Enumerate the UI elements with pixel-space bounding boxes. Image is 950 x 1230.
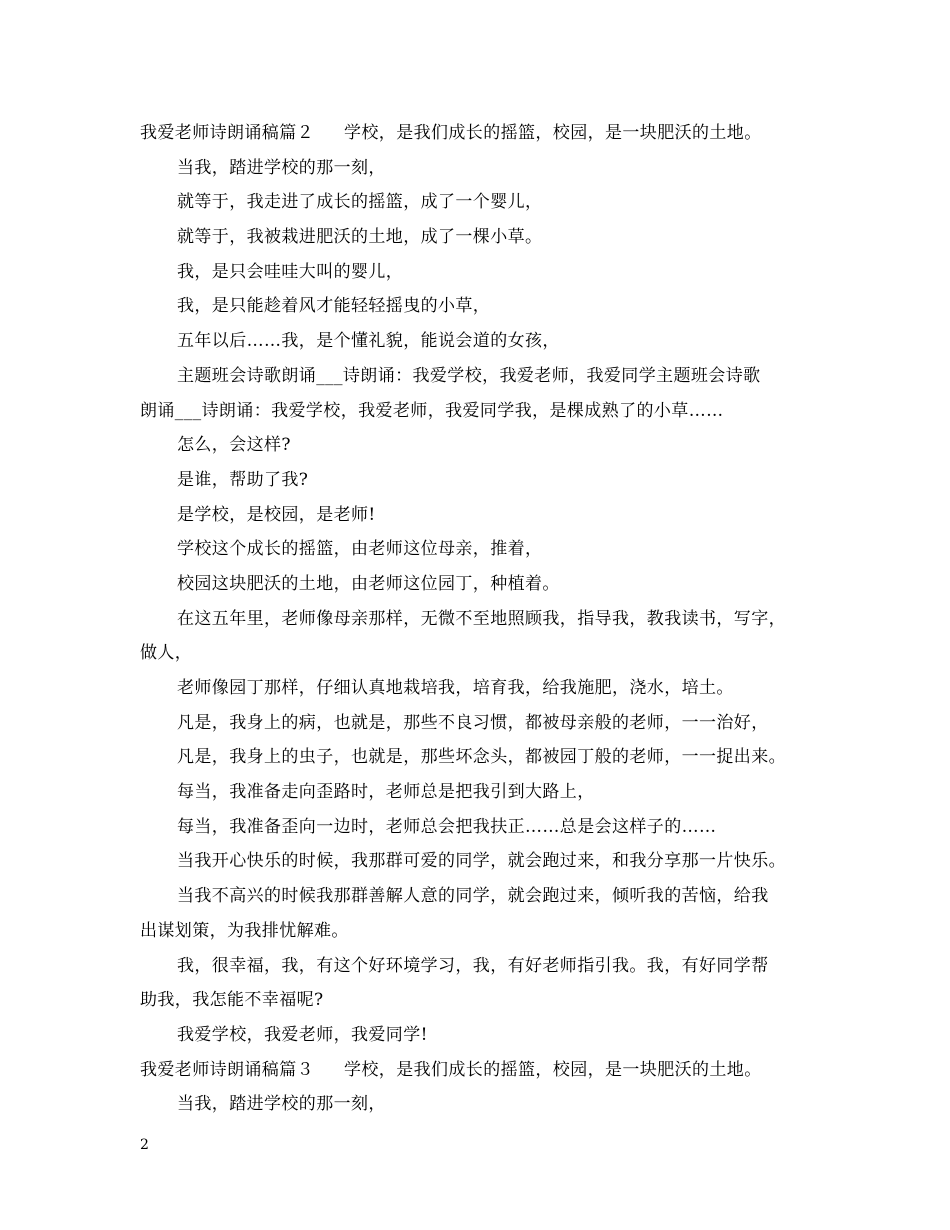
page-number: 2 xyxy=(140,1137,149,1153)
poem-line: 凡是，我身上的虫子，也就是，那些坏念头，都被园丁般的老师，一一捉出来。 xyxy=(177,747,786,768)
poem-line: 当我不高兴的时候我那群善解人意的同学，就会跑过来，倾听我的苦恼，给我 xyxy=(177,886,769,907)
poem-line: 我，是只会哇哇大叫的婴儿， xyxy=(177,261,404,282)
section-heading xyxy=(140,116,820,151)
poem-line: 当我，踏进学校的那一刻， xyxy=(177,157,386,178)
poem-line: 当我开心快乐的时候，我那群可爱的同学，就会跑过来，和我分享那一片快乐。 xyxy=(177,851,786,872)
poem-line: 怎么，会这样? xyxy=(177,435,291,456)
poem-line: 五年以后……我，是个懂礼貌，能说会道的女孩， xyxy=(177,331,560,352)
poem-line: 我，很幸福，我，有这个好环境学习，我，有好老师指引我。我，有好同学帮 xyxy=(177,955,769,976)
poem-line: 在这五年里，老师像母亲那样，无微不至地照顾我，指导我，教我读书，写字， xyxy=(177,608,786,629)
poem-line: 学校这个成长的摇篮，由老师这位母亲，推着， xyxy=(177,539,543,560)
section-heading xyxy=(140,1053,820,1088)
section-title: 我爱老师诗朗诵稿篇２ xyxy=(140,123,314,143)
poem-line-continuation: 助我，我怎能不幸福呢? xyxy=(140,990,324,1011)
section-title: 我爱老师诗朗诵稿篇３ xyxy=(140,1059,314,1080)
poem-body xyxy=(140,116,820,1122)
poem-line: 当我，踏进学校的那一刻， xyxy=(177,1094,386,1115)
poem-line: 是谁，帮助了我? xyxy=(177,469,309,490)
poem-line: 每当，我准备走向歪路时，老师总是把我引到大路上， xyxy=(177,782,595,803)
poem-line-continuation: 朗诵___诗朗诵：我爱学校，我爱老师，我爱同学我，是棵成熟了的小草…… xyxy=(140,400,724,421)
poem-line: 凡是，我身上的病，也就是，那些不良习惯，都被母亲般的老师，一一治好， xyxy=(177,712,769,733)
poem-line: 主题班会诗歌朗诵___诗朗诵：我爱学校，我爱老师，我爱同学主题班会诗歌 xyxy=(177,365,761,386)
poem-line: 我，是只能趁着风才能轻轻摇曳的小草， xyxy=(177,296,491,317)
section-first-line: 学校，是我们成长的摇篮，校园，是一块肥沃的土地。 xyxy=(344,1059,762,1080)
poem-line-continuation: 出谋划策，为我排忧解难。 xyxy=(140,920,349,941)
poem-closing-line: 我爱学校，我爱老师，我爱同学! xyxy=(177,1024,428,1045)
poem-line: 校园这块肥沃的土地，由老师这位园丁，种植着。 xyxy=(177,573,560,594)
poem-line: 就等于，我被栽进肥沃的土地，成了一棵小草。 xyxy=(177,227,543,248)
poem-line: 就等于，我走进了成长的摇篮，成了一个婴儿， xyxy=(177,192,543,213)
poem-line-continuation: 做人， xyxy=(140,643,193,664)
poem-line: 是学校，是校园，是老师! xyxy=(177,504,376,525)
section-first-line: 学校，是我们成长的摇篮，校园，是一块肥沃的土地。 xyxy=(344,123,762,143)
poem-line: 老师像园丁那样，仔细认真地栽培我，培育我，给我施肥，浇水，培土。 xyxy=(177,678,734,698)
poem-line: 每当，我准备歪向一边时，老师总会把我扶正……总是会这样子的…… xyxy=(177,816,717,837)
